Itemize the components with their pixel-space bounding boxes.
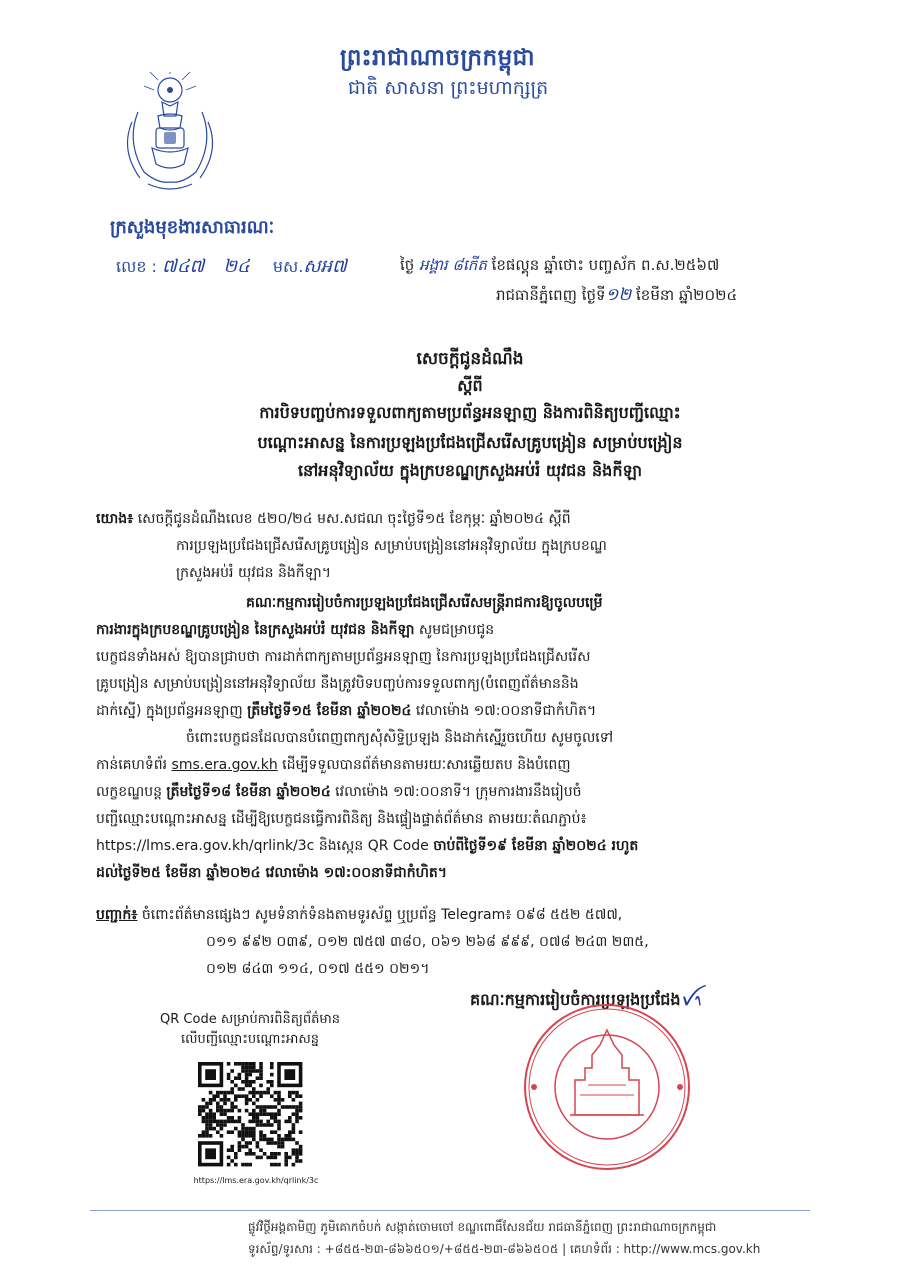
note-label: បញ្ជាក់៖ bbox=[96, 907, 138, 923]
reference-text-1: សេចក្ដីជូនដំណឹងលេខ ៥២០/២៤ មស.សជណ ចុះថ្ងៃទី១៥ ខែកុម្ភៈ ឆ្នាំ២០២៤ ស្ដីពី bbox=[137, 511, 571, 527]
body-line-4: គ្រូបង្រៀន សម្រាប់បង្រៀននៅអនុវិទ្យាល័យ នឹងត្រូវបិទបញ្ចប់ការទទួលពាក្យ(បំពេញព័ត៌មាននិង bbox=[96, 676, 579, 692]
signer-committee: គណៈកម្មការរៀបចំការប្រឡងប្រជែង bbox=[470, 990, 681, 1009]
review-period-start: ចាប់ពីថ្ងៃទី១៩ ខែមីនា ឆ្នាំ២០២៤ រហូត bbox=[433, 838, 639, 854]
reference-paragraph bbox=[96, 506, 836, 587]
reference-line-2: ការប្រឡងប្រជែងជ្រើសរើសគ្រូបង្រៀន សម្រាប់បង្រៀននៅអនុវិទ្យាល័យ ក្នុងក្របខណ្ឌ bbox=[176, 538, 607, 554]
footer-address: ផ្លូវវិថ្ថីអង្គតាមិញ ភូមិគោកចំបក់ សង្កាត់ចោមចៅ ខណ្ឌពោធិ៍សែនជ័យ រាជធានីភ្នំពេញ ព្រះរាជាណាចក្រកម្ពុជា bbox=[248, 1220, 717, 1234]
qr-caption-line-2: លើបញ្ជីឈ្មោះបណ្ដោះអាសន្ន bbox=[180, 1032, 320, 1047]
qr-caption bbox=[150, 1010, 350, 1050]
date-handwritten-day: ១២ bbox=[605, 285, 632, 305]
date-rest: ខែមីនា ឆ្នាំ២០២៤ bbox=[636, 286, 738, 304]
body-line-3: បេក្ខជនទាំងអស់ ឱ្យបានជ្រាបថា ការដាក់ពាក្យតាមប្រព័ន្ធអនឡាញ នៃការប្រឡងប្រជែងជ្រើសរើស bbox=[96, 649, 591, 665]
lunar-date-handwritten: អង្គារ ៨កើត bbox=[419, 256, 487, 274]
gregorian-date bbox=[496, 284, 737, 309]
ministry-name: ក្រសួងមុខងារសាធារណៈ bbox=[110, 217, 275, 238]
notice-title: សេចក្ដីជូនដំណឹង bbox=[416, 349, 524, 369]
notice-subject-line-3: នៅអនុវិទ្យាល័យ ក្នុងក្របខណ្ឌក្រសួងអប់រំ យុវជន និងកីឡា bbox=[297, 461, 643, 480]
sms-website-link[interactable]: sms.era.gov.kh bbox=[171, 757, 278, 773]
lunar-date-prefix: ថ្ងៃ bbox=[400, 256, 415, 274]
qr-url: https://lms.era.gov.kh/qrlink/3c bbox=[193, 1176, 319, 1185]
notice-subject-label: ស្ដីពី bbox=[457, 376, 483, 395]
ref-handwritten-number: ៧៤៧ bbox=[162, 256, 205, 277]
closing-deadline: ត្រឹមថ្ងៃទី១៥ ខែមីនា ឆ្នាំ២០២៤ bbox=[247, 703, 412, 719]
body-line-8 bbox=[96, 779, 836, 806]
notice-subject-line-2: បណ្ដោះអាសន្ន នៃការប្រឡងប្រជែងជ្រើសរើសគ្រូបង្រៀន សម្រាប់បង្រៀន bbox=[257, 433, 683, 452]
reference-line-1 bbox=[96, 506, 836, 533]
reference-number bbox=[116, 254, 347, 281]
body-text-8a: លក្ខខណ្ឌបន្ត bbox=[96, 784, 167, 800]
body-line-7 bbox=[96, 752, 836, 779]
reference-line-3: ក្រសួងអប់រំ យុវជន និងកីឡា។ bbox=[176, 565, 331, 581]
body-line-10 bbox=[96, 833, 836, 860]
reference-label: យោង៖ bbox=[96, 511, 134, 527]
ref-year: ២៤ bbox=[223, 256, 250, 277]
lunar-date bbox=[400, 256, 719, 278]
note-paragraph bbox=[96, 902, 836, 983]
royal-emblem-icon bbox=[118, 72, 222, 200]
body-line-11: ដល់ថ្ងៃទី២៥ ខែមីនា ឆ្នាំ២០២៤ វេលាម៉ោង ១៧:០០នាទីជាកំហិត។ bbox=[96, 865, 448, 881]
body-text-2: សូមជម្រាបជូន bbox=[414, 622, 495, 638]
official-seal-icon bbox=[520, 1000, 695, 1175]
committee-name-part-1: គណៈកម្មការរៀបចំការប្រឡងប្រជែងជ្រើសរើសមន្ត្រីរាជការឱ្យចូលបម្រើ bbox=[246, 595, 603, 611]
body-text-8c: វេលាម៉ោង ១៧:០០នាទី។ ក្រុមការងារនឹងរៀបចំ bbox=[330, 784, 582, 800]
note-line-3: ០១២ ៨៤៣ ១១៤, ០១៧ ៥៥១ ០២១។ bbox=[206, 961, 430, 977]
body-line-1 bbox=[96, 590, 836, 617]
body-text-7a: កាន់គេហទំព័រ bbox=[96, 757, 172, 773]
qr-code[interactable] bbox=[186, 1060, 316, 1172]
ref-suffix-handwritten: សអ៧ bbox=[303, 256, 347, 277]
body-line-6: ចំពោះបេក្ខជនដែលបានបំពេញពាក្យសុំសិទ្ធិប្រឡង និងដាក់ស្នើរួចហើយ សូមចូលទៅ bbox=[186, 730, 614, 746]
note-line-2: ០១១ ៩៩២ ០៣៩, ០១២ ៧៥៧ ៣៨០, ០៦១ ២៦៨ ៩៩៩, ០៧៨ ២៤៣ ២៣៥, bbox=[206, 934, 649, 950]
main-body bbox=[96, 590, 836, 887]
lunar-date-rest: ខែផល្គុន ឆ្នាំថោះ បញ្ចស័ក ព.ស.២៥៦៧ bbox=[491, 256, 720, 274]
response-deadline: ត្រឹមថ្ងៃទី១៨ ខែមីនា ឆ្នាំ២០២៤ bbox=[166, 784, 331, 800]
ref-suffix: មស. bbox=[272, 257, 304, 276]
body-text-5a: ដាក់ស្នើ) ក្នុងប្រព័ន្ធអនឡាញ bbox=[96, 703, 248, 719]
notice-subject-line-1: ការបិទបញ្ចប់ការទទួលពាក្យតាមប្រព័ន្ធអនឡាញ និងការពិនិត្យបញ្ជីឈ្មោះ bbox=[259, 403, 681, 422]
footer-divider bbox=[90, 1210, 810, 1211]
body-text-10a: https://lms.era.gov.kh/qrlink/3c និងស្កេន QR Code bbox=[96, 838, 434, 854]
committee-name-part-2: ការងារក្នុងក្របខណ្ឌគ្រូបង្រៀន នៃក្រសួងអប់រំ យុវជន និងកីឡា bbox=[96, 622, 415, 638]
footer-contact: ទូរស័ព្ទ/ទូរសារ : +៨៥៥-២៣-៨៦៦៥០១/+៨៥៥-២៣-៨៦៦៥០៥ | គេហទំព័រ : http://www.mcs.gov.kh bbox=[248, 1242, 761, 1256]
signature: ꪜ᭤ bbox=[680, 990, 703, 1009]
body-text-7b: ដើម្បីទទួលបានព័ត៌មានតាមរយៈសារឆ្លើយតប និងបំពេញ bbox=[277, 757, 571, 773]
qr-caption-line-1: QR Code សម្រាប់ការពិនិត្យព័ត៌មាន bbox=[160, 1012, 340, 1027]
national-motto: ជាតិ សាសនា ព្រះមហាក្សត្រ bbox=[348, 77, 549, 99]
note-text-1: ចំពោះព័ត៌មានផ្សេងៗ សូមទំនាក់ទំនងតាមទូរស័ព្ទ ឬប្រព័ន្ធ Telegram៖ ០៩៨ ៥៥២ ៥៧៧, bbox=[137, 907, 623, 923]
body-line-5 bbox=[96, 698, 836, 725]
body-text-5c: វេលាម៉ោង ១៧:០០នាទីជាកំហិត។ bbox=[411, 703, 597, 719]
body-line-2 bbox=[96, 617, 836, 644]
note-line-1 bbox=[96, 902, 836, 929]
kingdom-heading: ព្រះរាជាណាចក្រកម្ពុជា bbox=[340, 45, 536, 71]
ref-label: លេខ : bbox=[116, 257, 157, 276]
date-prefix: រាជធានីភ្នំពេញ ថ្ងៃទី bbox=[496, 286, 606, 304]
body-line-9: បញ្ជីឈ្មោះបណ្ដោះអាសន្ន ដើម្បីឱ្យបេក្ខជនធ្វើការពិនិត្យ និងផ្ទៀងផ្ទាត់ព័ត៌មាន តាមរយៈតំណភ្ជាប់៖ bbox=[96, 811, 587, 827]
